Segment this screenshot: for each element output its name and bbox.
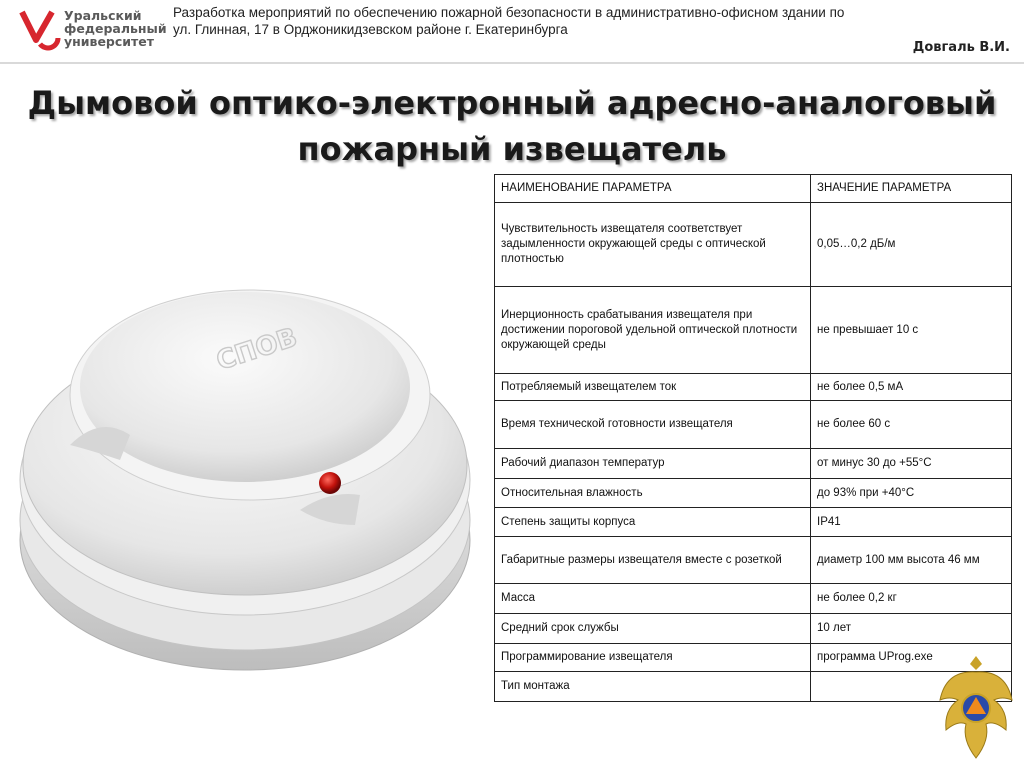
param-value: 0,05…0,2 дБ/м bbox=[811, 203, 1012, 287]
header-line-2: ул. Глинная, 17 в Орджоникидзевском районе г. Екатеринбурга bbox=[173, 22, 568, 37]
university-logo bbox=[18, 8, 168, 56]
header-cell-value: ЗНАЧЕНИЕ ПАРАМЕТРА bbox=[811, 175, 1012, 203]
param-value: 10 лет bbox=[811, 614, 1012, 644]
param-value: диаметр 100 мм высота 46 мм bbox=[811, 537, 1012, 584]
param-name: Масса bbox=[495, 584, 811, 614]
table-row bbox=[495, 508, 1012, 537]
embossed-brand-text: СПОВ bbox=[212, 322, 301, 377]
table-row bbox=[495, 537, 1012, 584]
param-value: программа UProg.exe bbox=[811, 644, 1012, 672]
parameters-table bbox=[494, 174, 1012, 702]
urfu-logo-icon bbox=[18, 8, 62, 52]
param-name: Степень защиты корпуса bbox=[495, 508, 811, 537]
logo-text bbox=[64, 9, 167, 48]
param-name: Инерционность срабатывания извещателя при достижении пороговой удельной оптической плотности окружающей среды bbox=[495, 287, 811, 374]
header-caption bbox=[173, 4, 1003, 38]
param-name: Рабочий диапазон температур bbox=[495, 449, 811, 479]
table-row bbox=[495, 287, 1012, 374]
author-name: Довгаль В.И. bbox=[912, 40, 1010, 55]
header-divider bbox=[0, 62, 1024, 64]
slide-title bbox=[0, 80, 1024, 172]
param-value: от минус 30 до +55°С bbox=[811, 449, 1012, 479]
table-row bbox=[495, 644, 1012, 672]
title-line-1: Дымовой оптико-электронный адресно-аналоговый bbox=[27, 84, 997, 122]
param-name: Габаритные размеры извещателя вместе с розеткой bbox=[495, 537, 811, 584]
param-value: не более 0,2 кг bbox=[811, 584, 1012, 614]
logo-line: университет bbox=[64, 34, 155, 49]
param-value: IP41 bbox=[811, 508, 1012, 537]
logo-line: федеральный bbox=[64, 21, 167, 36]
param-value: не превышает 10 с bbox=[811, 287, 1012, 374]
param-name: Тип монтажа bbox=[495, 672, 811, 702]
param-value: не более 0,5 мА bbox=[811, 374, 1012, 401]
param-name: Чувствительность извещателя соответствует задымленности окружающей среды с оптической плотностью bbox=[495, 203, 811, 287]
emergency-emblem-icon bbox=[936, 650, 1016, 767]
table-row bbox=[495, 401, 1012, 449]
smoke-detector-image bbox=[10, 275, 480, 695]
logo-line: Уральский bbox=[64, 8, 142, 23]
table-row bbox=[495, 449, 1012, 479]
param-value: не более 60 с bbox=[811, 401, 1012, 449]
table-row bbox=[495, 614, 1012, 644]
table-row bbox=[495, 584, 1012, 614]
title-line-2: пожарный извещатель bbox=[297, 130, 727, 168]
led-indicator-icon bbox=[319, 472, 341, 494]
table-row bbox=[495, 479, 1012, 508]
param-name: Программирование извещателя bbox=[495, 644, 811, 672]
param-name: Потребляемый извещателем ток bbox=[495, 374, 811, 401]
param-name: Средний срок службы bbox=[495, 614, 811, 644]
param-value: до 93% при +40°С bbox=[811, 479, 1012, 508]
header-cell-param: НАИМЕНОВАНИЕ ПАРАМЕТРА bbox=[495, 175, 811, 203]
table-row bbox=[495, 203, 1012, 287]
header-line-1: Разработка мероприятий по обеспечению пожарной безопасности в административно-офисном здании по bbox=[173, 5, 845, 20]
table-row bbox=[495, 374, 1012, 401]
param-name: Время технической готовности извещателя bbox=[495, 401, 811, 449]
table-header-row bbox=[495, 175, 1012, 203]
param-name: Относительная влажность bbox=[495, 479, 811, 508]
table-row bbox=[495, 672, 1012, 702]
